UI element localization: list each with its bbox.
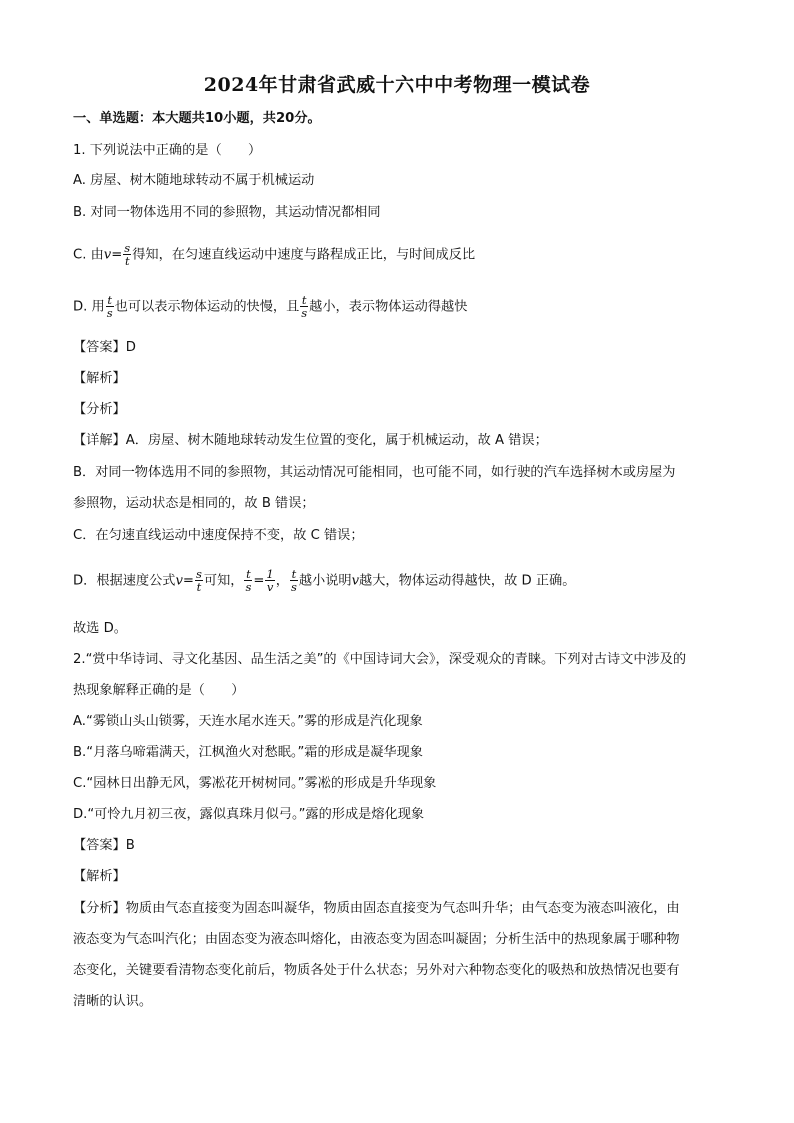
q1-fenxi: 【分析】 (73, 402, 126, 417)
q1-option-d (73, 294, 467, 319)
q1-dd-fraction-3 (265, 568, 274, 593)
q1-dd-fraction-4 (290, 568, 298, 593)
q2-stem-line2: 热现象解释正确的是（ ） (73, 683, 245, 698)
q2-option-b: B.“月落乌啼霜满天，江枫渔火对愁眠。”霜的形成是凝华现象 (73, 745, 423, 760)
q1-dd-den-2: s (245, 580, 252, 594)
q1-dd-var: v (175, 573, 183, 589)
q1-d-num-2: t (301, 293, 307, 307)
q1-c-prefix: C. 由 (73, 247, 104, 263)
q2-stem-line1: 2.“赏中华诗词、寻文化基因、品生活之美”的《中国诗词大会》，深受观众的青睐。下列对古诗文中涉及的 (73, 652, 687, 667)
q1-option-a: A. 房屋、树木随地球转动不属于机械运动 (73, 173, 315, 188)
q1-dd-comma: ， (275, 573, 289, 589)
q1-dd-den-1: t (196, 580, 202, 594)
q1-dd-middle-1: 可知， (203, 573, 244, 589)
q1-dd-fraction-1 (195, 568, 203, 593)
q1-c-var: v (103, 247, 112, 263)
q1-d-prefix: D. 用 (73, 299, 105, 315)
q2-jiexi: 【解析】 (73, 869, 126, 884)
q1-d-num-1: t (107, 293, 112, 307)
q1-c-den: t (124, 254, 130, 268)
q1-dd-eq: = (182, 573, 194, 589)
q1-d-den-2: s (301, 306, 308, 320)
q1-dd-num-4: t (291, 567, 297, 581)
q1-d-middle: 也可以表示物体运动的快慢，且 (114, 299, 300, 315)
q1-option-c (73, 242, 475, 267)
q1-jiexi: 【解析】 (73, 371, 126, 386)
q2-fenxi-line1: 【分析】物质由气态直接变为固态叫凝华，物质由固态直接变为气态叫升华；由气态变为液态叫液化，由 (73, 901, 680, 916)
q1-d-fraction-2 (300, 294, 308, 319)
q1-dd-eq-2: = (253, 573, 265, 589)
section-heading: 一、单选题：本大题共10小题，共20分。 (73, 111, 321, 126)
q1-c-suffix: 得知，在匀速直线运动中速度与路程成正比，与时间成反比 (132, 247, 476, 263)
q1-conclusion: 故选 D。 (73, 621, 127, 636)
q1-option-b: B. 对同一物体选用不同的参照物，其运动情况都相同 (73, 205, 381, 220)
q1-detail-a: 【详解】A．房屋、树木随地球转动发生位置的变化，属于机械运动，故 A 错误； (73, 433, 548, 448)
q2-fenxi-line4: 清晰的认识。 (73, 994, 153, 1009)
q1-dd-num-2: t (246, 567, 251, 581)
q1-detail-d (73, 568, 575, 593)
q1-c-eq: = (111, 247, 123, 263)
q1-dd-suffix: 越大，物体运动得越快，故 D 正确。 (359, 573, 576, 589)
q1-dd-den-3: v (266, 580, 274, 594)
q2-fenxi-line2: 液态变为气态叫汽化；由固态变为液态叫熔化，由液态变为固态叫凝固；分析生活中的热现象属于哪种物 (73, 932, 680, 947)
q1-answer: 【答案】D (73, 340, 136, 355)
q1-dd-prefix: D．根据速度公式 (73, 573, 176, 589)
q1-stem: 1. 下列说法中正确的是（ ） (73, 143, 262, 158)
q1-dd-den-4: s (290, 580, 297, 594)
q2-option-d: D.“可怜九月初三夜，露似真珠月似弓。”露的形成是熔化现象 (73, 807, 425, 822)
q2-option-c: C.“园林日出静无风，雾凇花开树树同。”雾凇的形成是升华现象 (73, 776, 437, 791)
q1-dd-num-1: s (195, 567, 202, 581)
q1-dd-num-3: 1 (266, 567, 274, 581)
q1-c-num: s (124, 241, 131, 255)
q2-answer: 【答案】B (73, 838, 135, 853)
q1-detail-b-line1: B．对同一物体选用不同的参照物，其运动情况可能相同，也可能不同，如行驶的汽车选择树木或房屋为 (73, 465, 676, 480)
q1-dd-middle-2: 越小说明 (298, 573, 352, 589)
q1-detail-b-line2: 参照物，运动状态是相同的，故 B 错误； (73, 496, 315, 511)
q1-d-fraction-1 (106, 294, 114, 319)
q1-d-suffix: 越小，表示物体运动得越快 (309, 299, 468, 315)
q2-fenxi-line3: 态变化，关键要看清物态变化前后，物质各处于什么状态；另外对六种物态变化的吸热和放热情况也要有 (73, 963, 680, 978)
q1-dd-fraction-2 (244, 568, 252, 593)
page-title: 2024年甘肃省武威十六中中考物理一模试卷 (203, 74, 591, 96)
q1-d-den-1: s (106, 306, 113, 320)
q2-option-a: A.“雾锁山头山锁雾，天连水尾水连天。”雾的形成是汽化现象 (73, 714, 423, 729)
q1-c-fraction (123, 242, 131, 267)
q1-dd-var-2: v (351, 573, 360, 589)
q1-detail-c: C．在匀速直线运动中速度保持不变，故 C 错误； (73, 528, 364, 543)
